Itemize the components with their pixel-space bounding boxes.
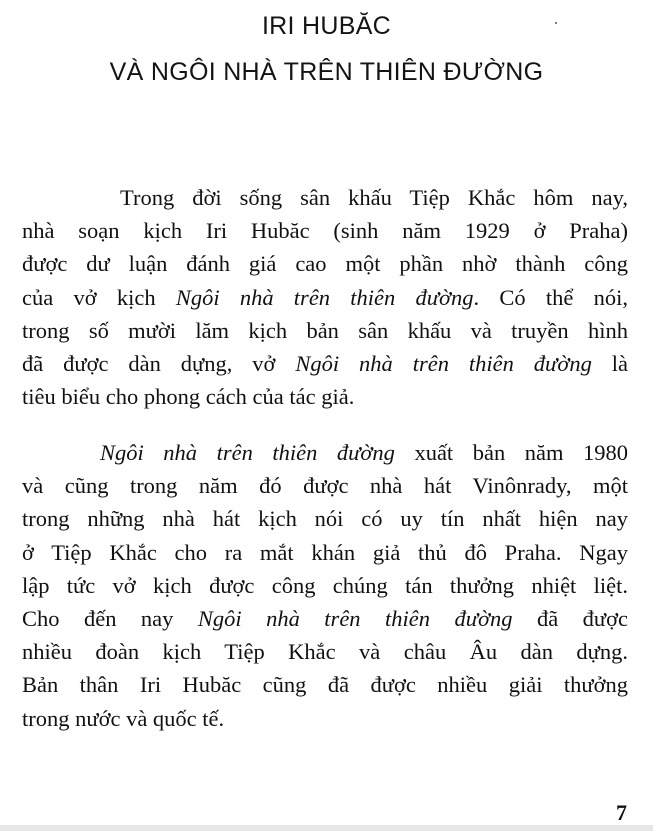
play-title: Ngôi nhà trên thiên đường xyxy=(197,605,513,631)
text-line: trong những nhà hát kịch nói có uy tín nhất hiện nay xyxy=(22,506,628,532)
page-number: 7 xyxy=(616,800,627,825)
play-title: Ngôi nhà trên thiên đường xyxy=(175,284,474,310)
play-title: Ngôi nhà trên thiên đường xyxy=(295,350,592,376)
paragraph-2 xyxy=(22,436,628,735)
text-line: Bản thân Iri Hubăc cũng đã được nhiều giải thưởng xyxy=(22,672,628,698)
text-segment: đã được dàn dựng, vở xyxy=(22,350,296,376)
text-segment: . Có thể nói, xyxy=(473,284,629,310)
text-line: tiêu biểu cho phong cách của tác giả. xyxy=(22,384,355,410)
paragraph-1 xyxy=(22,181,628,413)
play-title: Ngôi nhà trên thiên đường xyxy=(100,440,395,465)
scan-edge xyxy=(0,825,653,831)
text-line xyxy=(22,436,628,469)
text-line: lập tức vở kịch được công chúng tán thưởng nhiệt liệt. xyxy=(22,572,628,598)
chapter-title-line-1: IRI HUBĂC xyxy=(261,12,392,40)
text-line: trong nước và quốc tế. xyxy=(22,705,225,731)
text-segment: Cho đến nay xyxy=(22,605,198,631)
text-line: Trong đời sống sân khấu Tiệp Khắc hôm nay, xyxy=(120,185,628,210)
text-line xyxy=(22,602,628,635)
text-line: và cũng trong năm đó được nhà hát Vinônrady, một xyxy=(22,473,628,499)
text-line: ở Tiệp Khắc cho ra mắt khán giả thủ đô Praha. Ngay xyxy=(22,539,628,565)
text-segment: đã được xyxy=(512,605,628,631)
text-line: nhiều đoàn kịch Tiệp Khắc và châu Âu dàn dựng. xyxy=(22,639,628,665)
text-line xyxy=(22,281,628,314)
text-segment: xuất bản năm 1980 xyxy=(394,440,628,465)
text-line: được dư luận đánh giá cao một phần nhờ thành công xyxy=(22,251,628,277)
text-segment: là xyxy=(591,350,628,376)
text-segment: của vở kịch xyxy=(22,284,176,310)
text-line: nhà soạn kịch Iri Hubăc (sinh năm 1929 ở Praha) xyxy=(22,218,628,244)
text-line xyxy=(22,347,628,380)
text-line: trong số mười lăm kịch bản sân khấu và truyền hình xyxy=(22,317,628,343)
chapter-title-line-2: VÀ NGÔI NHÀ TRÊN THIÊN ĐƯỜNG xyxy=(109,58,544,86)
